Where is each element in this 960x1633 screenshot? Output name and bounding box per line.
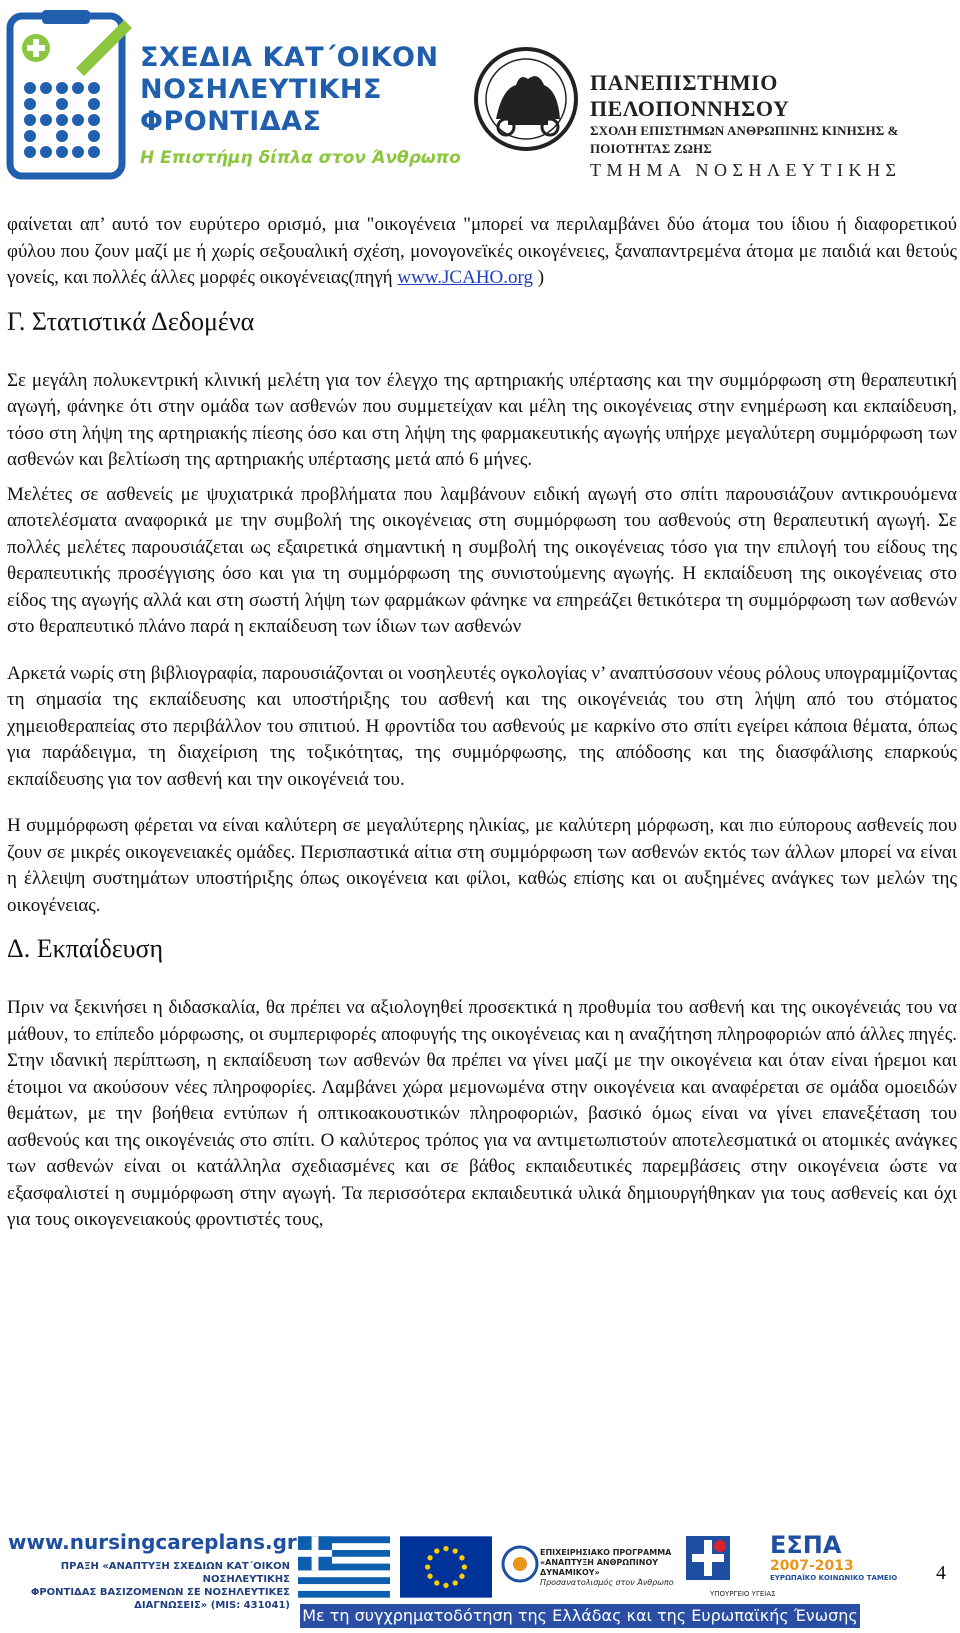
project-slogan: Η Επιστήμη δίπλα στον Άνθρωπο [140,148,461,168]
paragraph-text: φαίνεται απ’ αυτό τον ευρύτερο ορισμό, μια "οικογένεια "μπορεί να περιλαμβάνει δύο άτομα του ίδιου ή διαφορετικού φύλου που ζουν μαζί με ή χωρίς σεξουαλική σχέση, μονογονεϊκές οικογένειες, ξαναπαντρεμένα άτομα με παιδιά και θετούς γονείς, και πολλές άλλες μορφές οικογένειας(πηγή [7,214,957,288]
project-title-line: ΣΧΕΔΙΑ ΚΑΤ΄ΟΙΚΟΝ [140,42,439,73]
footer-action-line: ΠΡΑΞΗ «ΑΝΑΠΤΥΞΗ ΣΧΕΔΙΩΝ ΚΑΤ΄ΟΙΚΟΝ ΝΟΣΗΛΕΥΤΙΚΗΣ [60,1561,290,1585]
section-heading-statistics: Γ. Στατιστικά Δεδομένα [7,306,255,336]
cofunding-banner: Με τη συγχρηματοδότηση της Ελλάδας και της Ευρωπαϊκής Ένωσης [300,1604,860,1628]
page-number: 4 [936,1562,946,1584]
footer-website: www.nursingcareplans.gr [8,1530,297,1554]
page-footer [0,1526,960,1633]
paragraph-hypertension-study: Σε μεγάλη πολυκεντρική κλινική μελέτη για τον έλεγχο της αρτηριακής υπέρτασης και την συμμόρφωση στη θεραπευτική αγωγή, φάνηκε ότι στην ομάδα των ασθενών που συμμετείχαν και μέλη της οικογένειας στην ενημέρωση και εκπαίδευση, τόσο στη λήψη της αρτηριακής πίεσης όσο και στη λήψη της φαρμακευτικής αγωγής υπήρχε μεγαλύτερη συμμόρφωση των ασθενών και βελτίωση της αρτηριακής υπέρτασης μετά από 6 μήνες. [7,369,957,470]
project-title-line: ΝΟΣΗΛΕΥΤΙΚΗΣ [140,74,382,105]
paragraph-compliance: Η συμμόρφωση φέρεται να είναι καλύτερη σε μεγαλύτερης ηλικίας, με καλύτερη μόρφωση, και πιο εύπορους ασθενείς που ζουν σε μικρές οικογενειακές ομάδες. Περισπαστικά αίτια στη συμμόρφωση των ασθενών εκτός των άλλων μπορεί να είναι η έλλειψη συστημάτων υποστήριξης όπως οικογένεια και φίλοι, καθώς επίσης και οι αυξημένες ανάγκες των μελών της οικογένειας. [7,815,957,916]
espa-logo [770,1532,897,1583]
section-heading-education: Δ. Εκπαίδευση [7,934,164,963]
ministry-name: ΥΠΟΥΡΓΕΙΟ ΥΓΕΙΑΣ [710,1590,776,1598]
university-emblem-icon [468,45,584,153]
footer-action-line: ΔΙΑΓΝΩΣΕΙΣ» (MIS: 431041) [134,1600,290,1611]
page-header [0,0,960,190]
greek-flag-icon [298,1536,390,1598]
programme-title: ΕΠΙΧΕΙΡΗΣΙΑΚΟ ΠΡΟΓΡΑΜΜΑ «ΑΝΑΠΤΥΞΗ ΑΝΘΡΩΠΙΝΟΥ ΔΥΝΑΜΙΚΟΥ» [540,1548,672,1577]
document-body [7,212,957,1234]
espa-title: ΕΣΠΑ [770,1531,842,1559]
programme-emblem-icon [500,1544,540,1584]
operational-programme [540,1548,680,1588]
programme-subtitle: Προσανατολισμός στον Άνθρωπο [540,1578,674,1587]
project-title-line: ΦΡΟΝΤΙΔΑΣ [140,106,322,137]
paragraph-oncology-nurses: Αρκετά νωρίς στη βιβλιογραφία, παρουσιάζονται οι νοσηλευτές ογκολογίας ν’ αναπτύσσουν νέους ρόλους υπογραμμίζοντας τη σημασία της εκπαίδευσης και υποστήριξης του ασθενή και της οικογένειάς του στη λήψη από του στόματος χημειοθεραπείας στο περιβάλλον του σπιτιού. Η φροντίδα του ασθενούς με καρκίνο στο σπίτι εγείρει κάποια θέματα, όπως για παράδειγμα, τη διαχείριση της τοξικότητας, της συμμόρφωσης, της απόδοσης και της διασφάλισης επαρκούς εκπαίδευσης για τον ασθενή και την οικογένειά του. [7,662,957,790]
footer-action-text [8,1560,290,1612]
school-name: ΣΧΟΛΗ ΕΠΙΣΤΗΜΩΝ ΑΝΘΡΩΠΙΝΗΣ ΚΙΝΗΣΗΣ & ΠΟΙΟΤΗΤΑΣ ΖΩΗΣ [590,123,899,156]
paragraph-family-definition [7,212,957,292]
paragraph-psychiatric-studies: Μελέτες σε ασθενείς με ψυχιατρικά προβλήματα που λαμβάνουν ειδική αγωγή στο σπίτι παρουσιάζουν αντικρουόμενα αποτελέσματα αναφορικά με την συμβολή της οικογένειας στη συμμόρφωση του ασθενούς στη θεραπευτική αγωγή. Σε πολλές μελέτες παρουσιάζεται ως εξαιρετικά σημαντική η συμβολή της οικογένειας τόσο για την επιλογή του είδους της θεραπευτικής προσέγγισης όσο και για τη συμμόρφωση της συνιστούμενης αγωγής. Η εκπαίδευση της οικογένειας στο είδος της αγωγής αλλά και στη σωστή λήψη των φαρμάκων φάνηκε να επηρεάζει θετικότερα τη συμμόρφωση των ασθενών στο θεραπευτικό πλάνο παρά η εκπαίδευση των ίδιων των ασθενών [7,483,957,637]
paragraph-text: ) [533,267,545,288]
espa-years: 2007-2013 [770,1558,854,1574]
espa-subtitle: ΕΥΡΩΠΑΪΚΟ ΚΟΙΝΩΝΙΚΟ ΤΑΜΕΙΟ [770,1574,898,1582]
paragraph-education: Πριν να ξεκινήσει η διδασκαλία, θα πρέπει να αξιολογηθεί προσεκτικά η προθυμία του ασθενή και της οικογένειάς του να μάθουν, το επίπεδο μόρφωσης, οι συμπεριφορές αποφυγής της οικογένειας και η αναζήτηση πληροφοριών από άλλες πηγές. Στην ιδανική περίπτωση, η εκπαίδευση των ασθενών θα πρέπει να γίνει μαζί με την οικογένεια και όταν είναι ήρεμοι και έτοιμοι να ακούσουν νέες πληροφορίες. Λαμβάνει χώρα μεμονωμένα στην οικογένεια και αναφέρεται σε ομάδα ομοειδών θεμάτων, με την βοήθεια εντύπων ή οπτικοακουστικών πληροφοριών, βασικό όμως είναι να γίνει επανεξέταση του ασθενούς και της οικογένειάς στο σπίτι. Ο καλύτερος τρόπος για να αντιμετωπιστούν αποτελεσματικά οι ατομικές ανάγκες των ασθενών είναι οι κατάλληλα σχεδιασμένες και σε βάθος εκπαιδευτικές παρεμβάσεις στην οικογένεια ώστε να εξασφαλιστεί η συμμόρφωση στην αγωγή. Τα περισσότερα εκπαιδευτικά υλικά δημιουργήθηκαν για τους ασθενείς και όχι για τους οικογενειακούς φροντιστές τους, [7,997,957,1230]
project-title-block [140,42,461,168]
university-title-block [590,70,960,182]
footer-action-line: ΦΡΟΝΤΙΔΑΣ ΒΑΣΙΖΟΜΕΝΩΝ ΣΕ ΝΟΣΗΛΕΥΤΙΚΕΣ [30,1587,290,1598]
university-name: ΠΑΝΕΠΙΣΤΗΜΙΟ ΠΕΛΟΠΟΝΝΗΣΟΥ [590,70,790,121]
jcaho-link[interactable]: www.JCAHO.org [397,267,534,288]
ministry-health-icon [680,1530,736,1586]
eu-flag-icon [400,1536,492,1598]
project-logo-icon [6,8,134,180]
department-name: ΤΜΗΜΑ ΝΟΣΗΛΕΥΤΙΚΗΣ [590,160,902,180]
